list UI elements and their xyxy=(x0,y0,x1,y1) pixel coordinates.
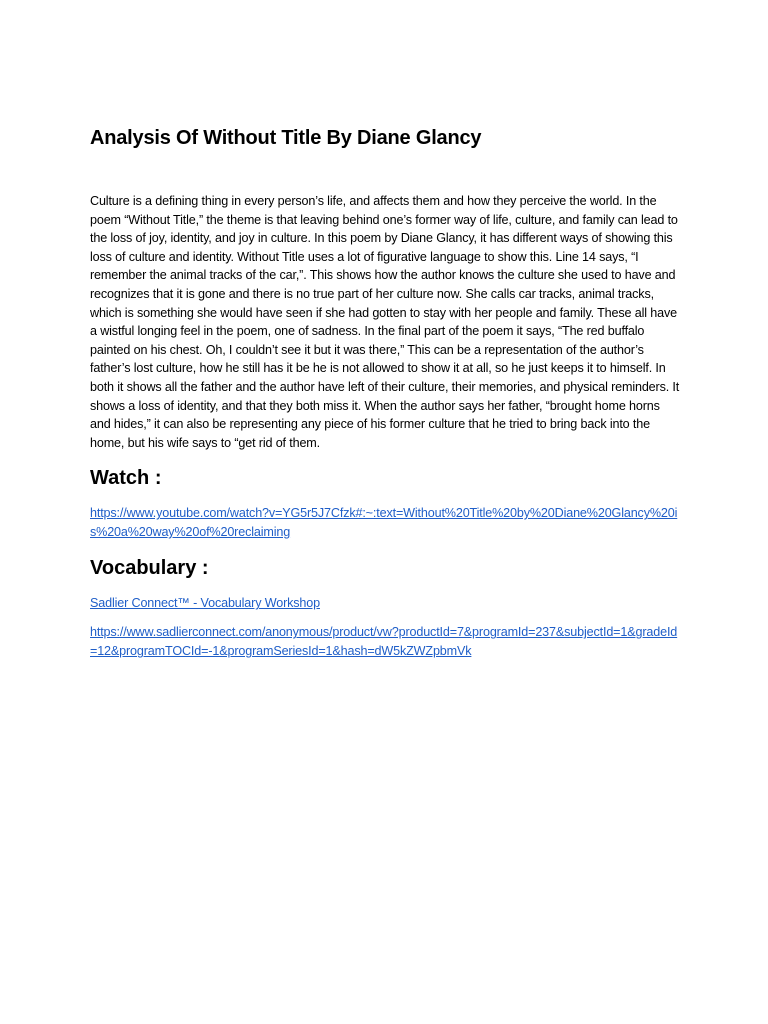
document-title: Analysis Of Without Title By Diane Glancy xyxy=(90,127,482,149)
vocabulary-heading: Vocabulary : xyxy=(90,557,209,580)
body-paragraph: Culture is a defining thing in every person’s life, and affects them and how they perceive the world. In the poem “Without Title,” the theme is that leaving behind one’s former way of life, culture, and family can lead to the loss of joy, identity, and joy in culture. In this poem by Diane Glancy, it has different ways of showing this loss of culture and identity. Without Title uses a lot of figurative language to show this. Line 14 says, “I remember the animal tracks of the car,”. This shows how the author knows the culture she used to have and recognizes that it is gone and there is no true part of her culture now. She calls car tracks, animal tracks, which is something she would have seen if she had gotten to stay with her people and family. These all have a wistful longing feel in the poem, one of sadness. In the final part of the poem it says, “The red buffalo painted on his chest. Oh, I couldn’t see it but it was there,” This can be a representation of the author’s father’s lost culture, how he still has it be he is not allowed to show it at all, so he just keeps it to himself. In both it shows all the father and the author have left of their culture, their memories, and physical reminders. It shows a loss of identity, and that they both miss it. When the author says her father, “brought home horns and hides,” it can also be representing any piece of his former culture that he tried to bring back into the home, but his wife says to “get rid of them. xyxy=(90,194,680,450)
document-page xyxy=(90,124,682,661)
sadlier-connect-link[interactable]: Sadlier Connect™ - Vocabulary Workshop xyxy=(90,596,320,611)
sadlier-url-link[interactable]: https://www.sadlierconnect.com/anonymous/product/vw?productId=7&programId=237&subjectId=1&gradeId=12&programTOCId=-1&programSeriesId=1&hash=dW5kZWZpbmVk xyxy=(90,625,678,659)
watch-heading: Watch : xyxy=(90,467,162,490)
youtube-link[interactable]: https://www.youtube.com/watch?v=YG5r5J7Cfzk#:~:text=Without%20Title%20by%20Diane%20Glancy%20is%20a%20way%20of%20reclaiming xyxy=(90,506,678,540)
